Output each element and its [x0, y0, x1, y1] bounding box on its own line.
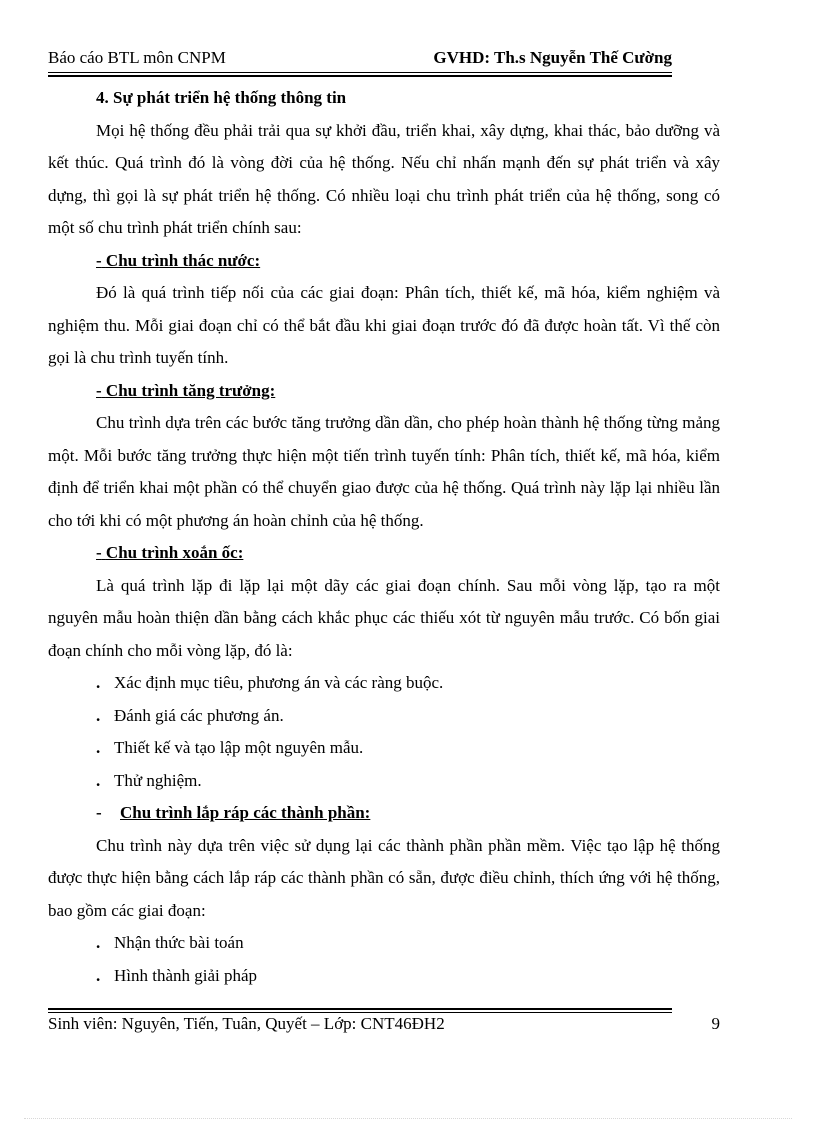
waterfall-title: Chu trình thác nước: [105, 250, 261, 270]
assembly-heading [48, 797, 720, 830]
page-edge-dotted-line [24, 1118, 792, 1119]
list-item: . Thiết kế và tạo lập một nguyên mẫu. [48, 732, 720, 765]
assembly-title: Chu trình lắp ráp các thành phần: [120, 803, 371, 822]
header-rule-thick [48, 75, 672, 77]
list-item: . Hình thành giải pháp [48, 960, 720, 993]
header-rule [48, 72, 672, 73]
list-item: . Nhận thức bài toán [48, 927, 720, 960]
list-item: . Thử nghiệm. [48, 765, 720, 798]
assembly-marker: - [96, 803, 102, 822]
list-item: . Đánh giá các phương án. [48, 700, 720, 733]
bullet-icon: . [96, 738, 101, 757]
footer-rule [48, 1012, 672, 1013]
bullet-icon: . [96, 770, 101, 790]
spiral-title: Chu trình xoắn ốc: [105, 543, 244, 562]
waterfall-marker: - [96, 250, 102, 270]
assembly-paragraph: Chu trình này dựa trên việc sử dụng lại các thành phần phần mềm. Việc tạo lập hệ thống được thực hiện bằng cách lắp ráp các thành phần có sẵn, được điều chỉnh, thích ứng với hệ thống, bao gồm các giai đoạn: [48, 835, 720, 920]
footer-rule-thick [48, 1008, 672, 1010]
incremental-title: Chu trình tăng trưởng: [105, 380, 276, 400]
page-body [48, 82, 720, 992]
waterfall-paragraph: Đó là quá trình tiếp nối của các giai đoạn: Phân tích, thiết kế, mã hóa, kiểm nghiệm và nghiệm thu. Mỗi giai đoạn chỉ có thể bắt đầu khi giai đoạn trước đó đã được hoàn tất. Vì thế còn gọi là chu trình tuyến tính. [48, 283, 720, 367]
bullet-icon: . [96, 933, 101, 952]
list-item: . Xác định mục tiêu, phương án và các ràng buộc. [48, 667, 720, 700]
incremental-heading [48, 375, 720, 408]
spiral-marker: - [96, 543, 102, 562]
bullet-icon: . [96, 965, 101, 985]
spiral-heading [48, 537, 720, 570]
intro-paragraph: Mọi hệ thống đều phải trải qua sự khởi đầu, triển khai, xây dựng, khai thác, bảo dưỡng và kết thúc. Quá trình đó là vòng đời của hệ thống. Nếu chỉ nhấn mạnh đến sự phát triển và xây dựng, thì gọi là sự phát triển hệ thống. Có nhiều loại chu trình phát triển của hệ thống, song có một số chu trình phát triển chính sau: [48, 120, 720, 237]
bullet-icon: . [96, 705, 101, 725]
bullet-icon: . [96, 673, 101, 692]
page-footer [48, 1014, 720, 1038]
waterfall-heading [48, 245, 720, 278]
page-number: 9 [711, 1014, 720, 1033]
incremental-marker: - [96, 380, 102, 400]
incremental-paragraph: Chu trình dựa trên các bước tăng trưởng dần dần, cho phép hoàn thành hệ thống từng mảng một. Mỗi bước tăng trưởng thực hiện một tiến trình tuyến tính: Phân tích, thiết kế, mã hóa, kiểm định để triển khai một phần có thể chuyển giao được của hệ thống. Quá trình này lặp lại nhiều lần cho tới khi có một phương án hoàn chỉnh của hệ thống. [48, 413, 720, 530]
spiral-list [48, 667, 720, 797]
supervisor: GVHD: Th.s Nguyễn Thế Cường [433, 48, 672, 67]
assembly-list [48, 927, 720, 992]
page-header [48, 48, 672, 70]
section-heading: 4. Sự phát triển hệ thống thông tin [96, 88, 347, 107]
spiral-paragraph: Là quá trình lặp đi lặp lại một dãy các giai đoạn chính. Sau mỗi vòng lặp, tạo ra một nguyên mẫu hoàn thiện dần bằng cách khắc phục các thiếu xót từ nguyên mẫu trước. Có bốn giai đoạn chính cho mỗi vòng lặp, đó là: [48, 575, 720, 660]
students-class: Sinh viên: Nguyên, Tiến, Tuân, Quyết – Lớp: CNT46ĐH2 [48, 1014, 445, 1033]
report-title: Báo cáo BTL môn CNPM [48, 48, 226, 67]
